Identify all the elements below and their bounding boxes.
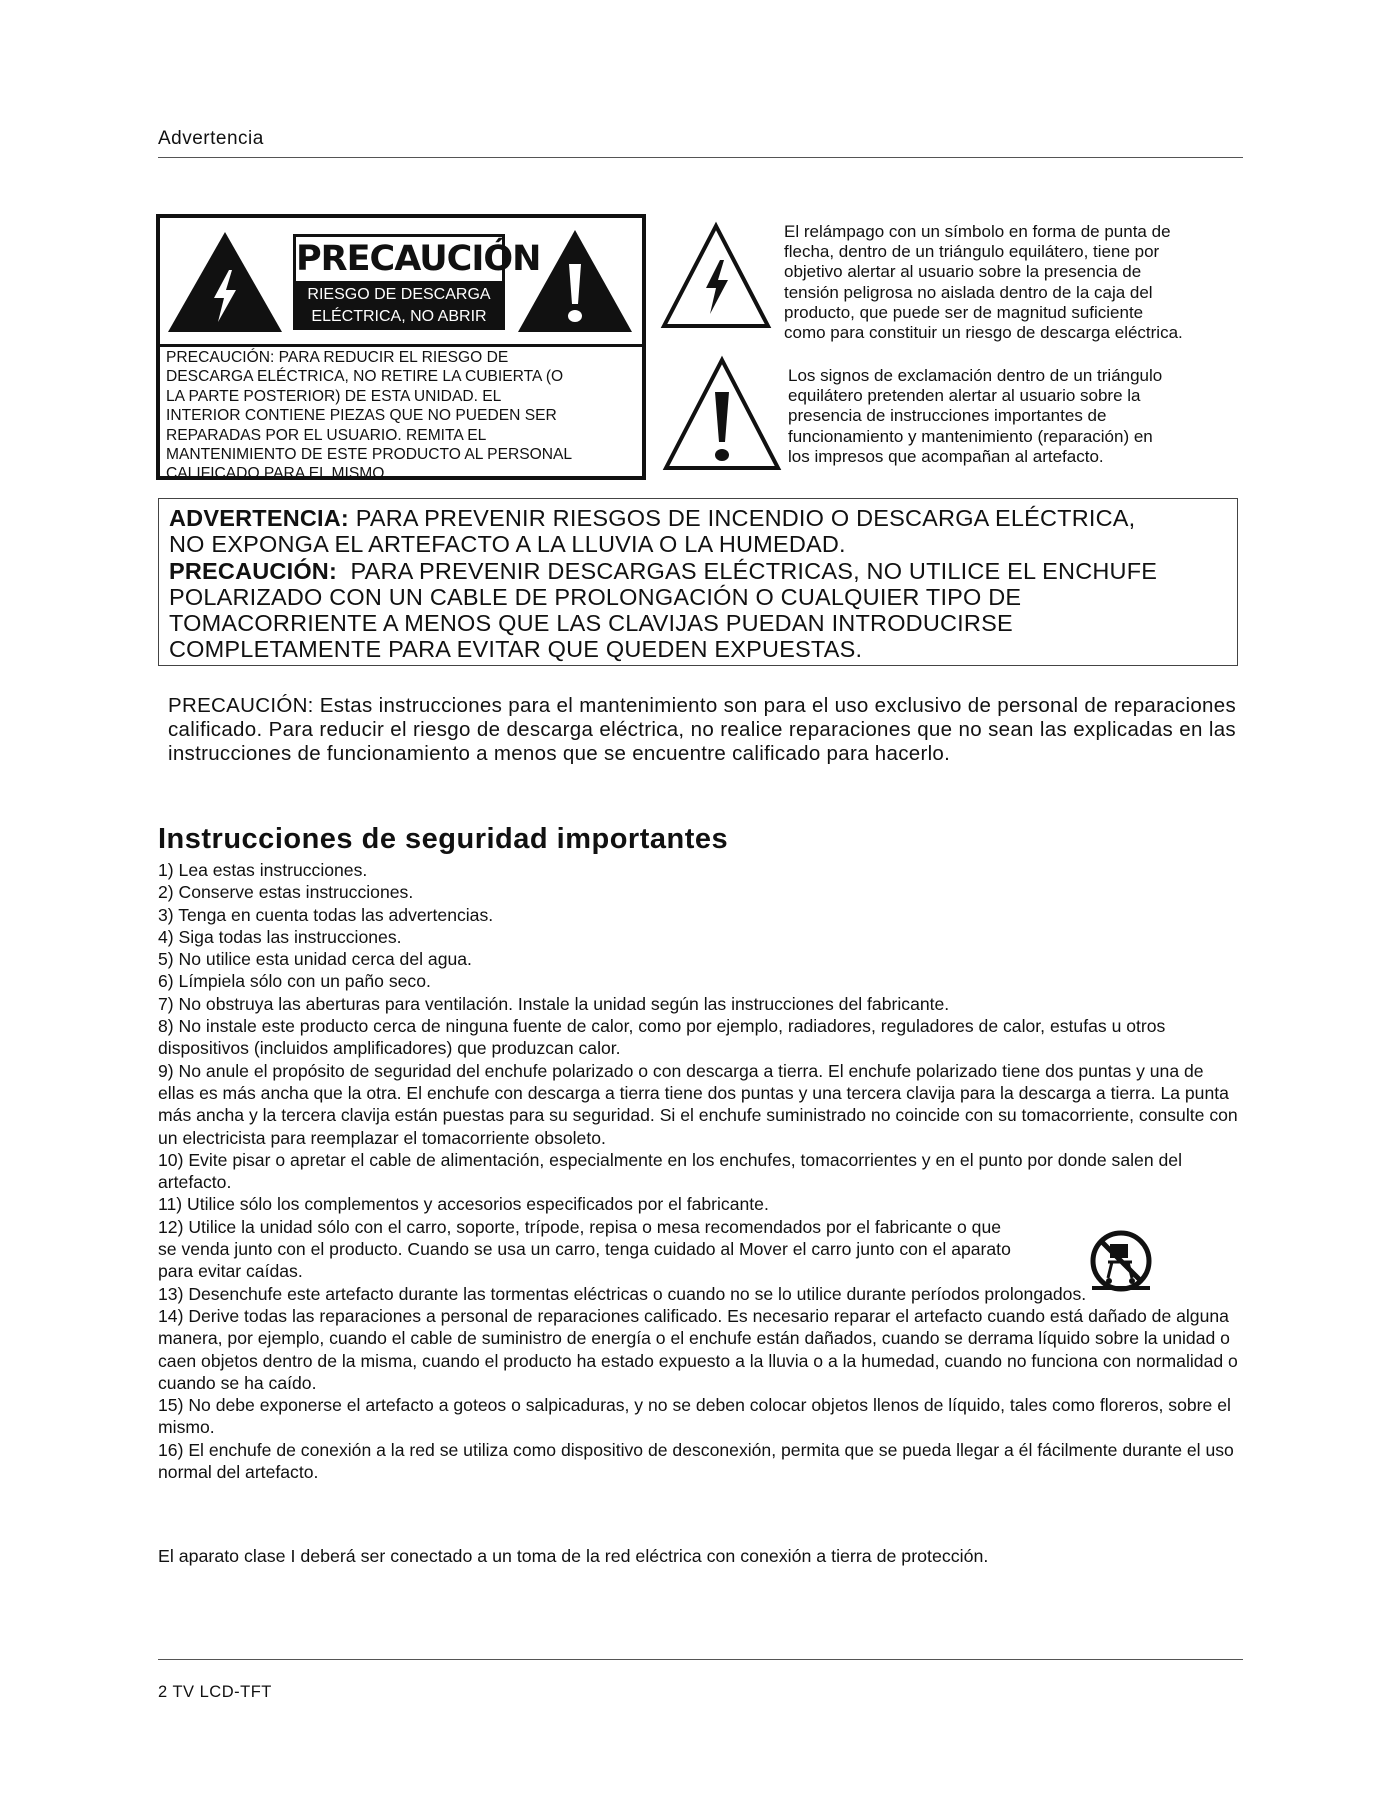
list-item: 3) Tenga en cuenta todas las advertencias. xyxy=(158,904,494,925)
caution-body-line: LA PARTE POSTERIOR) DE ESTA UNIDAD. EL xyxy=(166,387,502,405)
section-title: Instrucciones de seguridad importantes xyxy=(158,823,729,855)
caution-body-line: DESCARGA ELÉCTRICA, NO RETIRE LA CUBIERTA (O xyxy=(166,368,564,386)
lightning-explanation xyxy=(784,222,1264,343)
caution-label xyxy=(156,214,646,483)
text-line: como para constituir un riesgo de descarga eléctrica. xyxy=(784,323,1183,343)
warning-line: TOMACORRIENTE A MENOS QUE LAS CLAVIJAS PUEDAN INTRODUCIRSE xyxy=(169,610,1013,637)
list-item: 4) Siga todas las instrucciones. xyxy=(158,926,402,947)
caution-subtitle-line: ELÉCTRICA, NO ABRIR xyxy=(311,308,487,325)
safety-instructions-list xyxy=(158,859,1243,1483)
warning-line xyxy=(169,505,1237,531)
lightning-triangle-icon xyxy=(660,220,772,332)
text-line: flecha, dentro de un triángulo equilátero, tiene por xyxy=(784,242,1160,262)
caution-body-line: REPARADAS POR EL USUARIO. REMITA EL xyxy=(166,426,487,444)
service-caution-paragraph: PRECAUCIÓN: Estas instrucciones para el mantenimiento son para el uso exclusivo de personal de reparaciones calificado. Para reducir el riesgo de descarga eléctrica, no realice reparaciones que no sean las explicadas en las instrucciones de funcionamiento a menos que se encuentre calificado para hacerlo. xyxy=(168,694,1236,766)
caution-body-line: PRECAUCIÓN: PARA REDUCIR EL RIESGO DE xyxy=(166,349,509,366)
header-rule xyxy=(158,157,1243,158)
text-line: Los signos de exclamación dentro de un triángulo xyxy=(788,366,1163,385)
page-footer: 2 TV LCD-TFT xyxy=(158,1683,272,1701)
text-line: producto, que puede ser de magnitud suficiente xyxy=(784,302,1144,322)
lightning-warning-icon xyxy=(166,230,284,334)
list-item: 7) No obstruya las aberturas para ventilación. Instale la unidad según las instrucciones del fabricante. xyxy=(158,993,950,1014)
text-line: El relámpago con un símbolo en forma de punta de xyxy=(784,222,1171,241)
list-item: 13) Desenchufe este artefacto durante las tormentas eléctricas o cuando no se lo utilice durante períodos prolongados. xyxy=(158,1283,1087,1304)
caution-body-line: MANTENIMIENTO DE ESTE PRODUCTO AL PERSONAL xyxy=(166,446,573,464)
caution-body-line: CALIFICADO PARA EL MISMO. xyxy=(166,465,389,483)
footer-rule xyxy=(158,1659,1243,1660)
text-line: objetivo alertar al usuario sobre la presencia de xyxy=(784,262,1142,282)
text-line: equilátero pretenden alertar al usuario sobre la xyxy=(788,386,1141,406)
caution-body xyxy=(166,348,636,484)
list-item: 8) No instale este producto cerca de ninguna fuente de calor, como por ejemplo, radiadores, reguladores de calor, estufas u otros dispositivos (incluidos amplificadores) que produzcan calor. xyxy=(158,1016,1166,1059)
caution-body-line: INTERIOR CONTIENE PIEZAS QUE NO PUEDEN SER xyxy=(166,407,557,425)
list-item: 12) Utilice la unidad sólo con el carro, soporte, trípode, repisa o mesa recomendados por el fabricante o que se venda junto con el producto. Cuando se usa un carro, tenga cuidado al Mover el carro junto con el aparato para evitar caídas. xyxy=(158,1216,1011,1282)
closing-note: El aparato clase I deberá ser conectado a un toma de la red eléctrica con conexión a tierra de protección. xyxy=(158,1546,989,1566)
caution-subtitle-line: RIESGO DE DESCARGA xyxy=(307,286,491,303)
text-line: los impresos que acompañan al artefacto. xyxy=(788,446,1104,466)
warning-text: PARA PREVENIR RIESGOS DE INCENDIO O DESCARGA ELÉCTRICA, xyxy=(348,505,1136,531)
text-line: funcionamiento y mantenimiento (reparación) en xyxy=(788,426,1153,446)
list-item: 14) Derive todas las reparaciones a personal de reparaciones calificado. Es necesario reparar el artefacto cuando está dañado de alguna manera, por ejemplo, cuando el cable de suministro de energía o el enchufe están dañados, cuando se derrama líquido sobre la unidad o caen objetos dentro de la misma, cuando el producto ha estado expuesto a la lluvia o a la humedad, cuando no funciona con normalidad o cuando se ha caído. xyxy=(158,1305,1238,1393)
list-item: 11) Utilice sólo los complementos y accesorios especificados por el fabricante. xyxy=(158,1194,769,1215)
exclamation-warning-icon xyxy=(516,228,634,334)
page-header: Advertencia xyxy=(158,128,264,149)
warning-text: PARA PREVENIR DESCARGAS ELÉCTRICAS, NO UTILICE EL ENCHUFE xyxy=(337,557,1158,584)
caution-label-header xyxy=(160,218,642,347)
text-line: tensión peligrosa no aislada dentro de la caja del xyxy=(784,282,1153,302)
cart-tip-over-warning-icon xyxy=(1088,1228,1154,1294)
precaucion-label: PRECAUCIÓN: xyxy=(169,557,338,584)
warning-line xyxy=(169,558,1237,584)
warning-line: POLARIZADO CON UN CABLE DE PROLONGACIÓN O CUALQUIER TIPO DE xyxy=(169,583,1022,610)
caution-subtitle xyxy=(293,282,505,330)
list-item: 1) Lea estas instrucciones. xyxy=(158,860,368,880)
list-item: 10) Evite pisar o apretar el cable de alimentación, especialmente en los enchufes, tomacorrientes y en el punto por donde salen del artefacto. xyxy=(158,1149,1182,1193)
warning-line: COMPLETAMENTE PARA EVITAR QUE QUEDEN EXPUESTAS. xyxy=(169,636,863,663)
exclamation-explanation xyxy=(788,366,1268,467)
text-line: presencia de instrucciones importantes de xyxy=(788,406,1107,426)
warning-box xyxy=(158,498,1238,666)
warning-line: NO EXPONGA EL ARTEFACTO A LA LLUVIA O LA HUMEDAD. xyxy=(169,531,846,558)
list-item: 9) No anule el propósito de seguridad del enchufe polarizado o con descarga a tierra. El enchufe polarizado tiene dos puntas y una de ellas es más ancha que la otra. El enchufe con descarga a tierra tiene dos puntas y una tercera clavija para la descarga a tierra. La punta más ancha y la tercera clavija están puestas para su seguridad. Si el enchufe suministrado no coincide con su tomacorriente, consulte con un electricista para reemplazar el tomacorriente obsoleto. xyxy=(158,1060,1238,1148)
advertencia-label: ADVERTENCIA: xyxy=(169,505,349,531)
exclamation-triangle-icon xyxy=(660,354,784,474)
list-item: 16) El enchufe de conexión a la red se utiliza como dispositivo de desconexión, permita que se pueda llegar a él fácilmente durante el uso normal del artefacto. xyxy=(158,1439,1234,1483)
caution-title: PRECAUCIÓN xyxy=(293,234,505,284)
list-item: 2) Conserve estas instrucciones. xyxy=(158,882,414,903)
list-item: 6) Límpiela sólo con un paño seco. xyxy=(158,971,431,992)
list-item: 15) No debe exponerse el artefacto a goteos o salpicaduras, y no se deben colocar objetos llenos de líquido, tales como floreros, sobre el mismo. xyxy=(158,1395,1231,1438)
list-item: 5) No utilice esta unidad cerca del agua. xyxy=(158,949,472,970)
